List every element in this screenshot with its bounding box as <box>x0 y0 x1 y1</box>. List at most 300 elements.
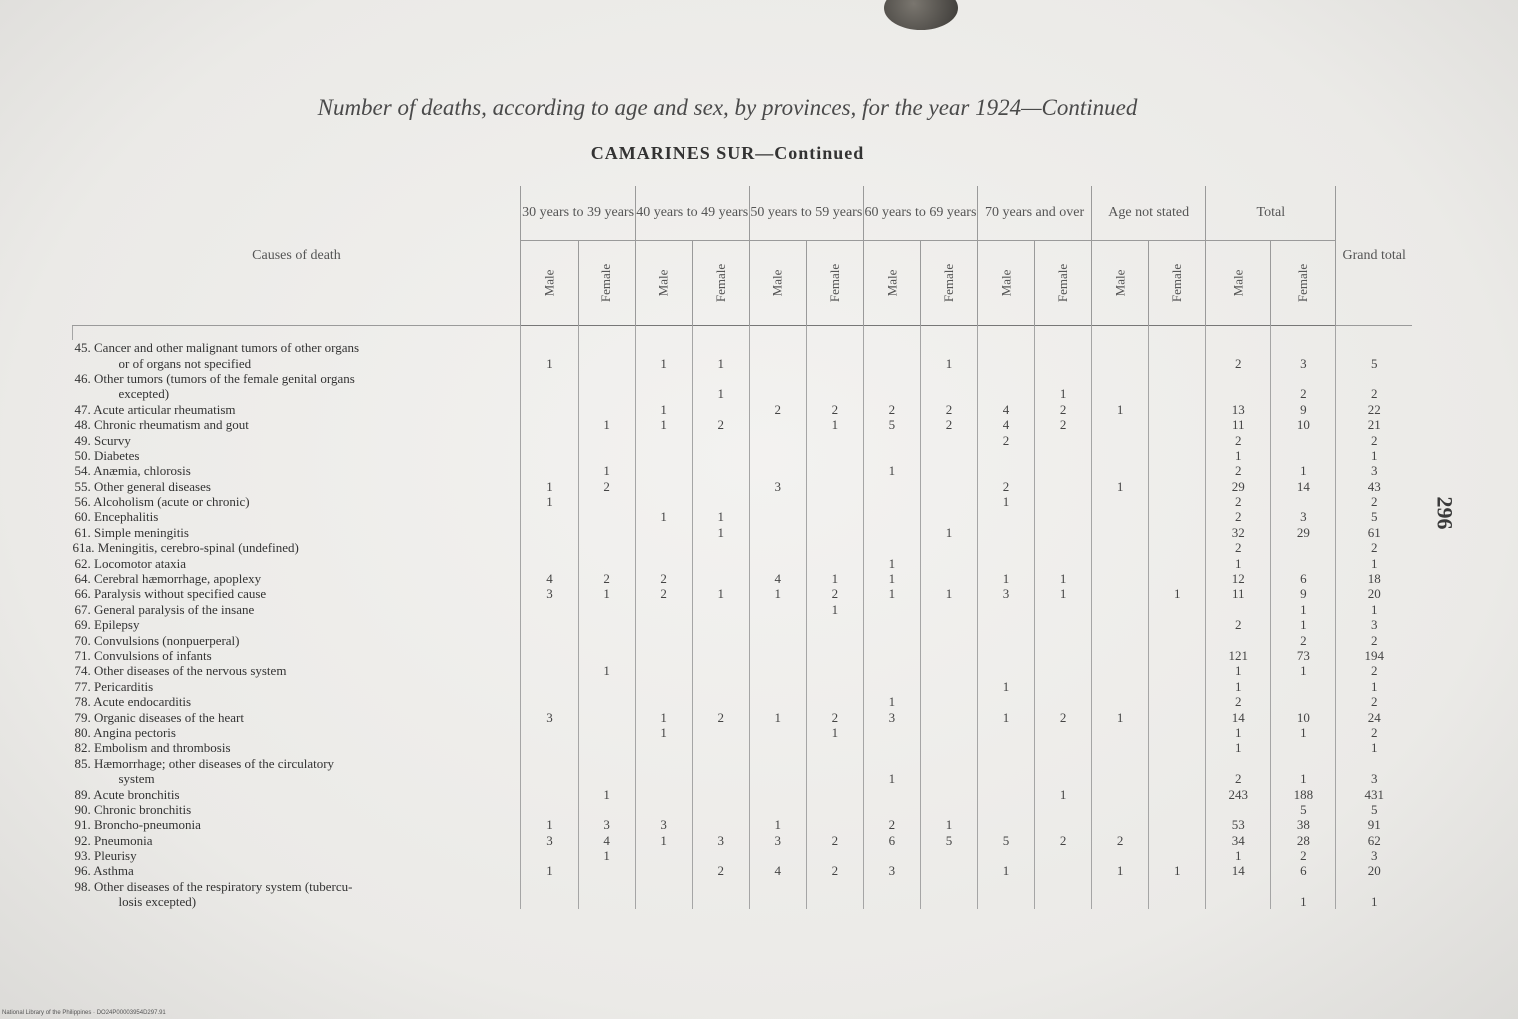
value-cell <box>1092 340 1149 355</box>
female-label: Female <box>826 263 842 302</box>
value-cell: 1 <box>1271 617 1336 632</box>
value-cell <box>1035 740 1092 755</box>
table-row <box>73 648 1413 663</box>
value-cell: 3 <box>578 817 635 832</box>
value-cell: 14 <box>1271 479 1336 494</box>
value-cell <box>1149 771 1206 786</box>
cause-cell: 85. Hæmorrhage; other diseases of the circulatory <box>74 755 335 771</box>
value-cell <box>578 709 635 724</box>
female-column-header <box>692 241 749 326</box>
value-cell <box>1206 894 1271 909</box>
value-cell: 14 <box>1206 863 1271 878</box>
value-cell <box>521 386 578 401</box>
value-cell <box>1092 817 1149 832</box>
value-cell <box>806 340 863 355</box>
value-cell: 243 <box>1206 786 1271 801</box>
group-header: 30 years to 39 years <box>521 186 635 241</box>
value-cell <box>692 479 749 494</box>
value-cell <box>578 340 635 355</box>
value-cell <box>806 432 863 447</box>
value-cell <box>806 648 863 663</box>
value-cell: 1 <box>920 525 977 540</box>
value-cell: 2 <box>1206 509 1271 524</box>
value-cell: 1 <box>635 417 692 432</box>
value-cell <box>1271 494 1336 509</box>
grand-total-cell: 2 <box>1336 632 1412 647</box>
value-cell <box>806 817 863 832</box>
value-cell <box>1149 571 1206 586</box>
value-cell: 1 <box>692 509 749 524</box>
value-cell <box>692 340 749 355</box>
cause-cell: 78. Acute endocarditis <box>74 694 192 710</box>
value-cell <box>920 555 977 570</box>
value-cell <box>1035 694 1092 709</box>
value-cell <box>1149 740 1206 755</box>
cause-cell: losis excepted) <box>118 894 197 910</box>
grand-total-cell: 1 <box>1336 555 1412 570</box>
value-cell: 1 <box>863 571 920 586</box>
value-cell <box>863 509 920 524</box>
value-cell <box>692 848 749 863</box>
value-cell <box>806 448 863 463</box>
value-cell: 1 <box>920 586 977 601</box>
value-cell <box>1035 663 1092 678</box>
value-cell <box>920 571 977 586</box>
value-cell <box>1035 509 1092 524</box>
table-row <box>73 771 1413 786</box>
value-cell: 2 <box>1035 402 1092 417</box>
value-cell <box>1035 771 1092 786</box>
value-cell: 9 <box>1271 402 1336 417</box>
value-cell: 3 <box>749 833 806 848</box>
spacer-cell <box>1206 326 1271 341</box>
value-cell <box>1035 679 1092 694</box>
table-row <box>73 386 1413 401</box>
value-cell <box>578 632 635 647</box>
value-cell <box>920 602 977 617</box>
female-label: Female <box>712 263 728 302</box>
table-row <box>73 417 1413 432</box>
value-cell: 1 <box>1271 463 1336 478</box>
value-cell: 1 <box>863 771 920 786</box>
value-cell <box>692 725 749 740</box>
value-cell: 188 <box>1271 786 1336 801</box>
value-cell <box>1149 494 1206 509</box>
value-cell <box>692 679 749 694</box>
grand-total-cell: 3 <box>1336 771 1412 786</box>
value-cell <box>1149 555 1206 570</box>
cause-cell: 71. Convulsions of infants <box>74 648 212 663</box>
value-cell: 1 <box>1271 663 1336 678</box>
cause-cell: 46. Other tumors (tumors of the female genital organs <box>74 370 355 386</box>
value-cell <box>1092 679 1149 694</box>
value-cell: 1 <box>863 463 920 478</box>
value-cell <box>578 694 635 709</box>
value-cell <box>521 540 578 555</box>
cause-cell: excepted) <box>118 386 170 402</box>
value-cell <box>521 740 578 755</box>
value-cell <box>1149 540 1206 555</box>
male-column-header <box>1206 241 1271 326</box>
grand-total-cell: 2 <box>1336 663 1412 678</box>
value-cell <box>749 617 806 632</box>
value-cell: 1 <box>635 509 692 524</box>
cause-cell: 89. Acute bronchitis <box>74 786 180 802</box>
value-cell <box>1271 756 1336 771</box>
value-cell: 9 <box>1271 586 1336 601</box>
value-cell <box>977 632 1034 647</box>
value-cell <box>1035 648 1092 663</box>
deaths-table <box>72 186 1412 909</box>
value-cell: 1 <box>1206 725 1271 740</box>
causes-header: Causes of death <box>73 186 521 326</box>
value-cell <box>863 756 920 771</box>
cause-cell: or of organs not specified <box>118 355 252 371</box>
value-cell <box>578 679 635 694</box>
value-cell <box>521 617 578 632</box>
table-row <box>73 863 1413 878</box>
value-cell: 3 <box>863 863 920 878</box>
value-cell <box>920 632 977 647</box>
value-cell: 2 <box>806 586 863 601</box>
value-cell <box>578 540 635 555</box>
value-cell: 2 <box>1035 709 1092 724</box>
value-cell: 1 <box>977 679 1034 694</box>
table-row <box>73 479 1413 494</box>
grand-total-cell: 3 <box>1336 463 1412 478</box>
value-cell: 1 <box>521 817 578 832</box>
value-cell: 2 <box>1206 432 1271 447</box>
value-cell <box>920 771 977 786</box>
spacer-row <box>73 326 1413 341</box>
table-row <box>73 494 1413 509</box>
grand-total-cell: 5 <box>1336 509 1412 524</box>
value-cell: 1 <box>977 863 1034 878</box>
value-cell: 2 <box>863 817 920 832</box>
male-label: Male <box>998 269 1014 296</box>
value-cell: 3 <box>692 833 749 848</box>
value-cell <box>749 725 806 740</box>
value-cell <box>578 894 635 909</box>
value-cell: 1 <box>1149 863 1206 878</box>
value-cell: 1 <box>635 402 692 417</box>
value-cell: 3 <box>1271 355 1336 370</box>
value-cell: 2 <box>1035 833 1092 848</box>
value-cell <box>977 879 1034 894</box>
female-column-header <box>578 241 635 326</box>
value-cell <box>692 802 749 817</box>
value-cell <box>578 525 635 540</box>
value-cell <box>692 786 749 801</box>
value-cell: 1 <box>749 817 806 832</box>
table-row <box>73 340 1413 355</box>
value-cell <box>635 786 692 801</box>
value-cell <box>1149 817 1206 832</box>
value-cell <box>521 448 578 463</box>
value-cell <box>1149 725 1206 740</box>
spacer-cell <box>1092 326 1149 341</box>
value-cell <box>1035 540 1092 555</box>
value-cell <box>692 663 749 678</box>
value-cell: 1 <box>578 417 635 432</box>
value-cell <box>692 617 749 632</box>
value-cell <box>806 479 863 494</box>
value-cell: 2 <box>1206 355 1271 370</box>
value-cell: 2 <box>1271 848 1336 863</box>
value-cell: 3 <box>749 479 806 494</box>
value-cell <box>920 756 977 771</box>
value-cell <box>635 602 692 617</box>
value-cell: 1 <box>1206 555 1271 570</box>
grand-total-cell: 21 <box>1336 417 1412 432</box>
cause-cell: 92. Pneumonia <box>74 832 153 848</box>
value-cell: 3 <box>977 586 1034 601</box>
value-cell <box>920 740 977 755</box>
value-cell: 1 <box>1149 586 1206 601</box>
value-cell: 1 <box>521 863 578 878</box>
value-cell: 1 <box>1206 448 1271 463</box>
value-cell <box>920 509 977 524</box>
spacer-cell <box>521 326 578 341</box>
value-cell <box>692 463 749 478</box>
value-cell <box>1149 617 1206 632</box>
value-cell: 1 <box>635 833 692 848</box>
value-cell <box>521 402 578 417</box>
value-cell <box>977 340 1034 355</box>
value-cell: 12 <box>1206 571 1271 586</box>
value-cell <box>749 771 806 786</box>
value-cell <box>578 863 635 878</box>
value-cell <box>749 663 806 678</box>
cause-cell: 74. Other diseases of the nervous system <box>74 663 287 679</box>
value-cell <box>977 355 1034 370</box>
value-cell <box>977 371 1034 386</box>
value-cell <box>977 894 1034 909</box>
table-row <box>73 756 1413 771</box>
value-cell <box>977 525 1034 540</box>
value-cell <box>749 448 806 463</box>
cause-cell: 90. Chronic bronchitis <box>74 801 192 817</box>
value-cell <box>806 617 863 632</box>
value-cell: 53 <box>1206 817 1271 832</box>
value-cell: 2 <box>578 479 635 494</box>
grand-total-cell: 2 <box>1336 725 1412 740</box>
value-cell <box>1149 371 1206 386</box>
value-cell <box>635 463 692 478</box>
value-cell <box>1206 879 1271 894</box>
value-cell <box>920 894 977 909</box>
value-cell <box>1271 679 1336 694</box>
value-cell: 1 <box>1035 786 1092 801</box>
value-cell <box>635 663 692 678</box>
value-cell <box>1149 663 1206 678</box>
grand-total-cell: 62 <box>1336 833 1412 848</box>
page-title: Number of deaths, according to age and sex, by provinces, for the year 1924—Continued <box>317 95 1138 120</box>
value-cell <box>1149 402 1206 417</box>
value-cell <box>920 463 977 478</box>
cause-cell: 61. Simple meningitis <box>74 524 189 540</box>
spacer-cell <box>578 326 635 341</box>
table-row <box>73 833 1413 848</box>
value-cell <box>920 848 977 863</box>
value-cell <box>806 509 863 524</box>
value-cell <box>1271 540 1336 555</box>
cause-cell: system <box>118 771 155 787</box>
female-column-header <box>920 241 977 326</box>
value-cell <box>1149 386 1206 401</box>
value-cell <box>806 786 863 801</box>
value-cell: 2 <box>635 571 692 586</box>
value-cell <box>806 371 863 386</box>
table-row <box>73 786 1413 801</box>
value-cell <box>578 509 635 524</box>
female-label: Female <box>1295 263 1311 302</box>
value-cell <box>1035 355 1092 370</box>
grand-total-cell: 194 <box>1336 648 1412 663</box>
value-cell <box>920 725 977 740</box>
value-cell <box>863 602 920 617</box>
value-cell <box>977 725 1034 740</box>
value-cell <box>1092 586 1149 601</box>
grand-total-cell: 2 <box>1336 386 1412 401</box>
value-cell <box>1035 817 1092 832</box>
value-cell: 2 <box>806 833 863 848</box>
value-cell: 1 <box>578 848 635 863</box>
value-cell: 2 <box>1206 694 1271 709</box>
value-cell <box>1092 417 1149 432</box>
value-cell <box>635 494 692 509</box>
value-cell <box>578 371 635 386</box>
value-cell <box>1035 448 1092 463</box>
value-cell <box>749 879 806 894</box>
value-cell <box>863 725 920 740</box>
value-cell: 29 <box>1206 479 1271 494</box>
value-cell <box>749 694 806 709</box>
value-cell <box>977 694 1034 709</box>
value-cell <box>863 848 920 863</box>
spacer-cell <box>977 326 1034 341</box>
male-label: Male <box>655 269 671 296</box>
table-row <box>73 894 1413 909</box>
value-cell <box>1149 509 1206 524</box>
male-column-header <box>977 241 1034 326</box>
value-cell: 1 <box>806 602 863 617</box>
value-cell: 4 <box>749 863 806 878</box>
value-cell: 29 <box>1271 525 1336 540</box>
value-cell <box>1035 371 1092 386</box>
value-cell <box>521 602 578 617</box>
value-cell: 1 <box>749 586 806 601</box>
value-cell <box>1149 709 1206 724</box>
value-cell <box>1092 740 1149 755</box>
female-column-header <box>1035 241 1092 326</box>
value-cell <box>1149 756 1206 771</box>
value-cell: 1 <box>635 709 692 724</box>
value-cell <box>692 448 749 463</box>
value-cell: 1 <box>1206 848 1271 863</box>
value-cell <box>977 802 1034 817</box>
value-cell: 2 <box>1092 833 1149 848</box>
value-cell <box>635 894 692 909</box>
value-cell <box>1092 525 1149 540</box>
table-row <box>73 632 1413 647</box>
value-cell <box>1206 632 1271 647</box>
page-number: 296 <box>1432 496 1458 530</box>
value-cell <box>977 663 1034 678</box>
value-cell <box>1035 340 1092 355</box>
value-cell <box>1092 648 1149 663</box>
value-cell: 6 <box>1271 863 1336 878</box>
value-cell <box>1035 525 1092 540</box>
grand-total-cell: 91 <box>1336 817 1412 832</box>
value-cell: 1 <box>1092 479 1149 494</box>
value-cell: 1 <box>1092 709 1149 724</box>
value-cell <box>1149 432 1206 447</box>
grand-total-cell: 43 <box>1336 479 1412 494</box>
value-cell: 4 <box>977 402 1034 417</box>
value-cell <box>806 386 863 401</box>
value-cell <box>863 540 920 555</box>
grand-total-cell: 22 <box>1336 402 1412 417</box>
value-cell: 13 <box>1206 402 1271 417</box>
value-cell <box>977 540 1034 555</box>
grand-total-cell: 1 <box>1336 679 1412 694</box>
table-row <box>73 848 1413 863</box>
value-cell <box>1035 725 1092 740</box>
cause-cell: 48. Chronic rheumatism and gout <box>74 417 249 433</box>
table-row <box>73 663 1413 678</box>
value-cell <box>749 355 806 370</box>
value-cell <box>521 771 578 786</box>
value-cell <box>1271 371 1336 386</box>
value-cell <box>1035 756 1092 771</box>
value-cell: 11 <box>1206 417 1271 432</box>
value-cell <box>1206 386 1271 401</box>
value-cell: 1 <box>635 725 692 740</box>
value-cell: 38 <box>1271 817 1336 832</box>
value-cell <box>749 740 806 755</box>
value-cell: 1 <box>1206 663 1271 678</box>
value-cell <box>578 448 635 463</box>
grand-total-cell: 2 <box>1336 432 1412 447</box>
value-cell: 2 <box>1206 540 1271 555</box>
value-cell <box>863 648 920 663</box>
value-cell: 1 <box>578 586 635 601</box>
value-cell <box>806 663 863 678</box>
grand-total-cell: 20 <box>1336 863 1412 878</box>
value-cell <box>1149 848 1206 863</box>
value-cell <box>521 679 578 694</box>
value-cell <box>692 632 749 647</box>
grand-total-cell: 3 <box>1336 617 1412 632</box>
value-cell <box>521 802 578 817</box>
male-column-header <box>749 241 806 326</box>
cause-cell: 96. Asthma <box>74 863 134 879</box>
spacer-cell <box>920 326 977 341</box>
value-cell <box>635 771 692 786</box>
value-cell: 1 <box>1271 771 1336 786</box>
value-cell <box>578 386 635 401</box>
value-cell: 121 <box>1206 648 1271 663</box>
value-cell <box>578 771 635 786</box>
value-cell: 11 <box>1206 586 1271 601</box>
male-column-header <box>863 241 920 326</box>
value-cell <box>635 386 692 401</box>
table-row <box>73 432 1413 447</box>
value-cell <box>806 525 863 540</box>
value-cell <box>749 417 806 432</box>
value-cell <box>1149 417 1206 432</box>
